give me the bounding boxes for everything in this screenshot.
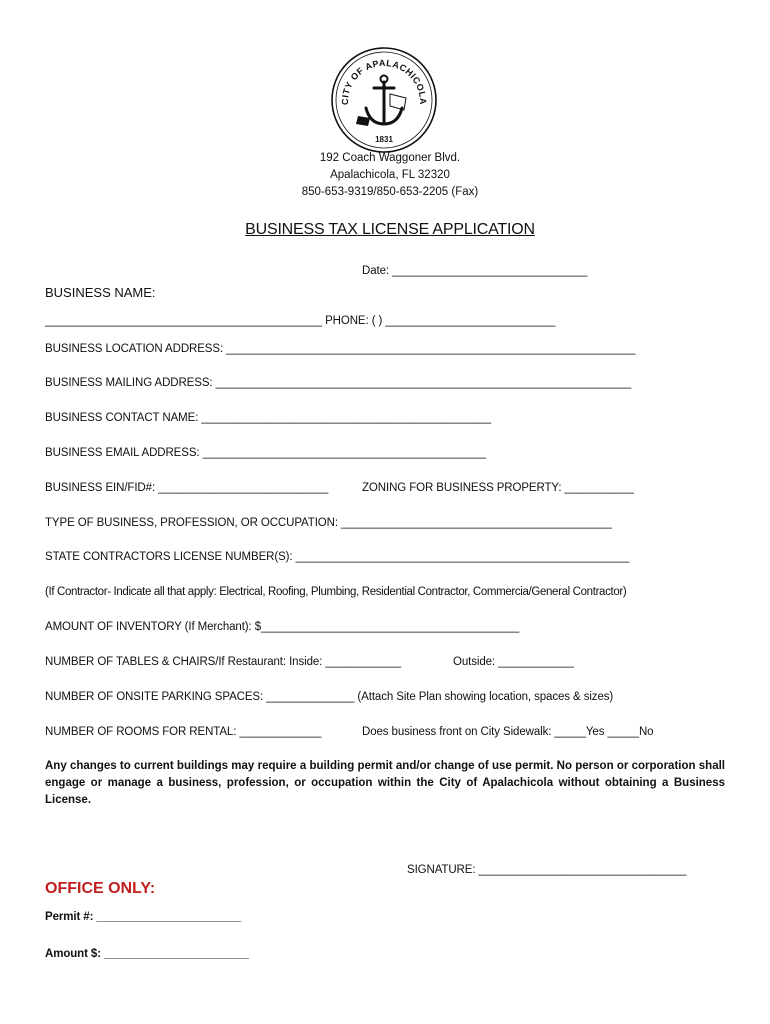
address-line-2: Apalachicola, FL 32320 bbox=[330, 169, 450, 181]
signature-field[interactable]: SIGNATURE: _________________________________ bbox=[407, 864, 687, 876]
permit-field[interactable]: Permit #: _______________________ bbox=[45, 911, 242, 923]
tables-chairs-field[interactable]: NUMBER OF TABLES & CHAIRS/If Restaurant: Inside: ____________ bbox=[45, 656, 401, 668]
state-license-field[interactable]: STATE CONTRACTORS LICENSE NUMBER(S): _____________________________________________________ bbox=[45, 551, 630, 563]
business-contact-field[interactable]: BUSINESS CONTACT NAME: ______________________________________________ bbox=[45, 412, 491, 424]
notice-text: Any changes to current buildings may require a building permit and/or change of use permit. No person or corporation shall engage or manage a business, profession, or occupation within the City of Apalachicola without obtaining a Business License. bbox=[45, 760, 725, 806]
seal-year: 1831 bbox=[375, 135, 393, 144]
business-location-field[interactable]: BUSINESS LOCATION ADDRESS: _________________________________________________________________ bbox=[45, 343, 636, 355]
parking-field[interactable]: NUMBER OF ONSITE PARKING SPACES: ______________ (Attach Site Plan showing location, spaces & sizes) bbox=[45, 691, 614, 703]
form-title: BUSINESS TAX LICENSE APPLICATION bbox=[245, 221, 535, 238]
date-field[interactable]: Date: _______________________________ bbox=[362, 265, 588, 277]
inventory-field[interactable]: AMOUNT OF INVENTORY (If Merchant): $_________________________________________ bbox=[45, 621, 520, 633]
contractor-note: (If Contractor- Indicate all that apply: Electrical, Roofing, Plumbing, Residential Contractor, Commercia/General Contractor) bbox=[45, 586, 627, 598]
business-email-field[interactable]: BUSINESS EMAIL ADDRESS: _____________________________________________ bbox=[45, 447, 486, 459]
anchor-icon bbox=[366, 76, 402, 125]
business-name-label: BUSINESS NAME: bbox=[45, 285, 156, 300]
business-name-phone-field[interactable]: ____________________________________________ PHONE: ( ) ___________________________ bbox=[45, 315, 556, 327]
outside-field[interactable]: Outside: ____________ bbox=[453, 656, 574, 668]
rooms-field[interactable]: NUMBER OF ROOMS FOR RENTAL: _____________ bbox=[45, 726, 322, 738]
sidewalk-field[interactable]: Does business front on City Sidewalk: _____Yes _____No bbox=[362, 726, 654, 738]
phone-fax: 850-653-9319/850-653-2205 (Fax) bbox=[301, 186, 479, 198]
address-line-1: 192 Coach Waggoner Blvd. bbox=[319, 152, 461, 164]
office-only-heading: OFFICE ONLY: bbox=[45, 880, 156, 897]
business-ein-field[interactable]: BUSINESS EIN/FID#: ___________________________ bbox=[45, 482, 329, 494]
zoning-field[interactable]: ZONING FOR BUSINESS PROPERTY: ___________ bbox=[362, 482, 634, 494]
city-seal-logo bbox=[330, 46, 438, 154]
business-type-field[interactable]: TYPE OF BUSINESS, PROFESSION, OR OCCUPATION: ___________________________________________ bbox=[45, 517, 612, 529]
amount-field[interactable]: Amount $: _______________________ bbox=[45, 948, 249, 960]
business-mailing-field[interactable]: BUSINESS MAILING ADDRESS: __________________________________________________________________ bbox=[45, 377, 632, 389]
seal-text: CITY OF APALACHICOLA bbox=[339, 57, 429, 106]
